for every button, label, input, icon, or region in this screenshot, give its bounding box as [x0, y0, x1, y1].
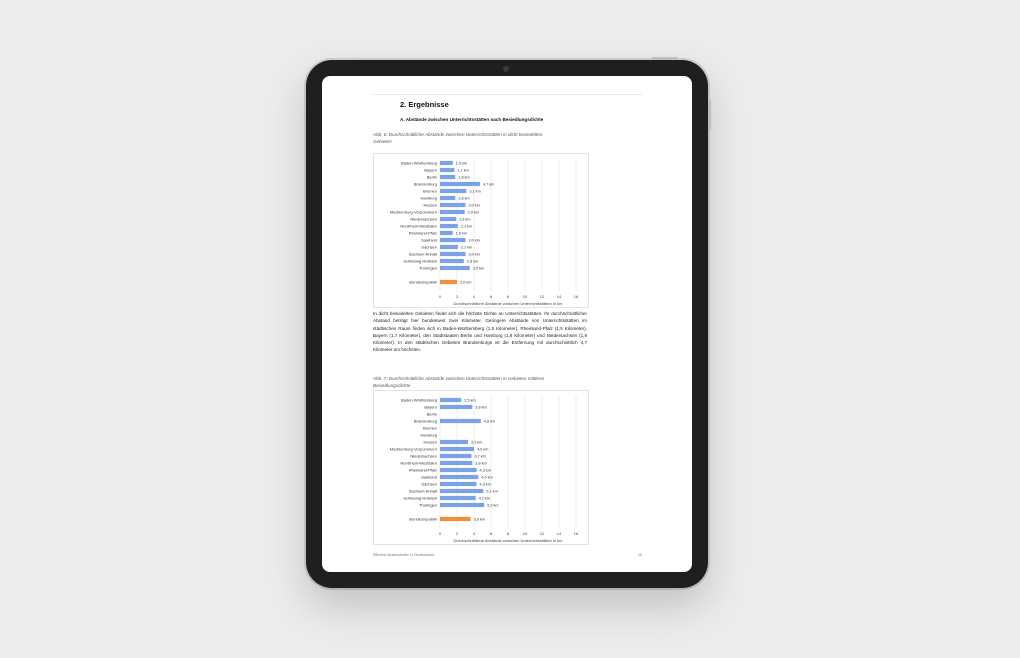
- chart1-xtick-label: 0: [438, 294, 442, 299]
- camera-icon: [503, 66, 509, 72]
- chart2-value-label: 4,0 km: [477, 447, 489, 452]
- body-paragraph: In dicht besiedelten Gebieten findet sich die höchste Dichte an Unterrichtsstätten. Ihr durchschnittlicher Abstand beträgt hier bundesweit zwei Kilometer. Geringere Abstände von Unterrichtsstätten im städtischen Raum finden sich in Baden-Württemberg (1,5 Kilometer), Rheinland-Pfalz (1,5 Kilometer), Bayern (1,7 Kilometer), den Stadtstaaten Berlin und Hamburg (1,8 Kilometer) und Niedersachsen (1,9 Kilometer). In den städtischen Gebieten Brandenburgs ist die Entfernung mit durchschnittlich 4,7 Kilometer am höchsten.: [373, 311, 587, 353]
- chart2-caption: Abb. 7: Durchschnittliche Abstände zwischen Unterrichtsstätten in Gebieten mittlerer Besiedlungsdichte: [373, 376, 545, 388]
- chart1-xtick-label: 10: [522, 294, 528, 299]
- chart2-xtick-label: 16: [573, 531, 579, 536]
- chart1-xaxis-label: Durchschnittliche Abstände zwischen Unterrichtsstätten in km: [453, 301, 563, 306]
- chart2-category-label: Mecklenburg-Vorpommern: [389, 446, 437, 452]
- volume-button: [708, 100, 711, 130]
- chart1-bar: [440, 224, 458, 228]
- chart1-value-label: 1,5 km: [455, 231, 468, 236]
- chart2-value-label: 3,8 km: [475, 461, 487, 466]
- chart2-xtick-label: 10: [522, 531, 528, 536]
- chart1-bar: [440, 259, 464, 263]
- chart1-xtick-label: 14: [556, 294, 562, 299]
- chart1-xtick-label: 16: [573, 294, 579, 299]
- chart2-bar: [440, 461, 472, 465]
- chart1-bar: [440, 189, 466, 193]
- chart1-value-label: 3,0 km: [468, 252, 480, 257]
- chart1-bar: [440, 210, 465, 214]
- chart1-bar: [440, 245, 458, 249]
- chart1-bar: [440, 266, 470, 270]
- chart1-category-label: Nordrhein-Westfalen: [400, 223, 437, 229]
- chart1-category-label: Bayern: [424, 167, 437, 173]
- document-page: [322, 76, 692, 572]
- chart2-total-value-label: 3,6 km: [473, 517, 486, 522]
- chart2-value-label: 4,2 km: [478, 496, 491, 501]
- chart2-category-label: Hessen: [423, 439, 437, 445]
- chart2-xaxis-label: Durchschnittliche Abstände zwischen Unterrichtsstätten in km: [453, 538, 563, 543]
- chart2-value-label: 4,8 km: [483, 419, 496, 424]
- chart1-bar: [440, 231, 453, 235]
- chart1-bar: [440, 161, 453, 165]
- chart2-value-label: 4,5 km: [481, 475, 493, 480]
- chart2-bar: [440, 468, 477, 472]
- chart1-bar: [440, 182, 480, 186]
- chart1-bar: [440, 175, 455, 179]
- chart1-category-label: Saarland: [420, 237, 437, 243]
- chart1-category-label: Sachsen-Anhalt: [408, 251, 437, 257]
- chart1-category-label: Baden-Württemberg: [400, 160, 437, 166]
- tablet-frame: [306, 60, 708, 588]
- chart2-value-label: 5,1 km: [486, 489, 498, 494]
- chart1-value-label: 1,9 km: [459, 217, 471, 222]
- chart1-value-label: 1,8 km: [458, 196, 470, 201]
- chart1-category-label: Thüringen: [418, 265, 437, 271]
- chart1-xtick-label: 2: [455, 294, 459, 299]
- chart2-value-label: 4,3 km: [479, 482, 491, 487]
- chart1-bar: [440, 238, 466, 242]
- chart1-total-value-label: 2,0 km: [460, 280, 472, 285]
- chart1-svg: [374, 154, 588, 307]
- chart2-bar: [440, 398, 461, 402]
- chart2-category-label: Brandenburg: [413, 418, 437, 424]
- chart1-value-label: 3,5 km: [472, 266, 485, 271]
- chart2-category-label: Sachsen: [421, 481, 437, 487]
- chart1-total-label: Bundesrepublik: [409, 279, 437, 285]
- chart2-category-label: Baden-Württemberg: [400, 397, 437, 403]
- chart2-value-label: 4,3 km: [479, 468, 491, 473]
- chart1-bar: [440, 217, 456, 221]
- chart2-value-label: 3,8 km: [475, 405, 487, 410]
- chart2-value-label: 3,7 km: [474, 454, 486, 459]
- chart1-bar: [440, 203, 466, 207]
- subsection-title: A. Abstände zwischen Unterrichtsstätten nach Besiedlungsdichte: [400, 117, 544, 122]
- chart2-total-label: Bundesrepublik: [409, 516, 437, 522]
- chart2-bar: [440, 447, 474, 451]
- chart2-bar: [440, 454, 471, 458]
- chart1-value-label: 4,7 km: [482, 182, 495, 187]
- chart1-xtick-label: 4: [472, 294, 476, 299]
- chart1-caption: Abb. 6: Durchschnittliche Abstände zwischen Unterrichtsstätten in dicht besiedelten Gebieten: [373, 132, 543, 144]
- chart1-category-label: Sachsen: [421, 244, 437, 250]
- section-title: 2. Ergebnisse: [400, 100, 449, 109]
- chart1-total-bar: [440, 280, 457, 284]
- chart1-category-label: Hessen: [423, 202, 437, 208]
- chart1-category-label: Bremen: [422, 188, 437, 194]
- chart2-value-label: 5,2 km: [487, 503, 499, 508]
- chart1-category-label: Hamburg: [420, 195, 437, 201]
- chart2-total-bar: [440, 517, 471, 521]
- chart1-value-label: 3,1 km: [469, 189, 481, 194]
- chart1-value-label: 1,7 km: [457, 168, 469, 173]
- power-button: [652, 57, 678, 60]
- chart2-value-label: 3,3 km: [471, 440, 483, 445]
- chart1-xtick-label: 6: [489, 294, 493, 299]
- chart2-xtick-label: 14: [556, 531, 562, 536]
- chart1-value-label: 2,8 km: [466, 259, 479, 264]
- chart1-bar: [440, 196, 455, 200]
- chart2-xtick-label: 4: [472, 531, 476, 536]
- chart2-bar: [440, 496, 476, 500]
- chart1-category-label: Schleswig-Holstein: [403, 258, 437, 264]
- chart2-bar: [440, 489, 483, 493]
- chart2-bar: [440, 405, 472, 409]
- chart2-bar: [440, 475, 478, 479]
- chart1-category-label: Brandenburg: [413, 181, 437, 187]
- chart1-xtick-label: 12: [539, 294, 545, 299]
- chart2-bar: [440, 419, 481, 423]
- chart1-category-label: Rheinland-Pfalz: [408, 230, 437, 236]
- chart1-category-label: Mecklenburg-Vorpommern: [389, 209, 437, 215]
- chart2-category-label: Bayern: [424, 404, 437, 410]
- chart2-svg: [374, 391, 588, 544]
- chart2-bar: [440, 503, 484, 507]
- chart2-category-label: Niedersachsen: [410, 453, 437, 459]
- page-number: 16: [638, 553, 642, 557]
- chart1-value-label: 1,8 km: [458, 175, 470, 180]
- chart2-category-label: Rheinland-Pfalz: [408, 467, 437, 473]
- chart1-bar: [440, 168, 454, 172]
- chart1-value-label: 1,5 km: [455, 161, 468, 166]
- chart1-value-label: 3,0 km: [468, 238, 480, 243]
- chart1-category-label: Berlin: [426, 174, 437, 180]
- chart2-value-label: 2,5 km: [464, 398, 476, 403]
- chart2-xtick-label: 6: [489, 531, 493, 536]
- chart2-xtick-label: 8: [506, 531, 510, 536]
- chart2-category-label: Thüringen: [418, 502, 437, 508]
- header-divider: [372, 94, 642, 95]
- chart1-xtick-label: 8: [506, 294, 510, 299]
- footer-title: Effizienz Musikschulen in Deutschland: [373, 553, 435, 557]
- chart2-bar: [440, 482, 477, 486]
- chart2-bar: [440, 440, 468, 444]
- chart2-category-label: Sachsen-Anhalt: [408, 488, 437, 494]
- chart2-category-label: Hamburg: [420, 432, 437, 438]
- chart1-value-label: 2,1 km: [460, 224, 473, 229]
- chart2-category-label: Nordrhein-Westfalen: [400, 460, 437, 466]
- chart1-bar: [440, 252, 466, 256]
- chart1-value-label: 2,1 km: [460, 245, 473, 250]
- chart2-category-label: Schleswig-Holstein: [403, 495, 437, 501]
- chart1-value-label: 3,0 km: [468, 203, 480, 208]
- chart2-category-label: Saarland: [420, 474, 437, 480]
- chart1-category-label: Niedersachsen: [410, 216, 437, 222]
- chart2-xtick-label: 12: [539, 531, 545, 536]
- chart2-xtick-label: 0: [438, 531, 442, 536]
- chart2-category-label: Bremen: [422, 425, 437, 431]
- chart2: [373, 390, 589, 545]
- chart2-category-label: Berlin: [426, 411, 437, 417]
- chart2-xtick-label: 2: [455, 531, 459, 536]
- chart1-value-label: 2,9 km: [467, 210, 480, 215]
- chart1: [373, 153, 589, 308]
